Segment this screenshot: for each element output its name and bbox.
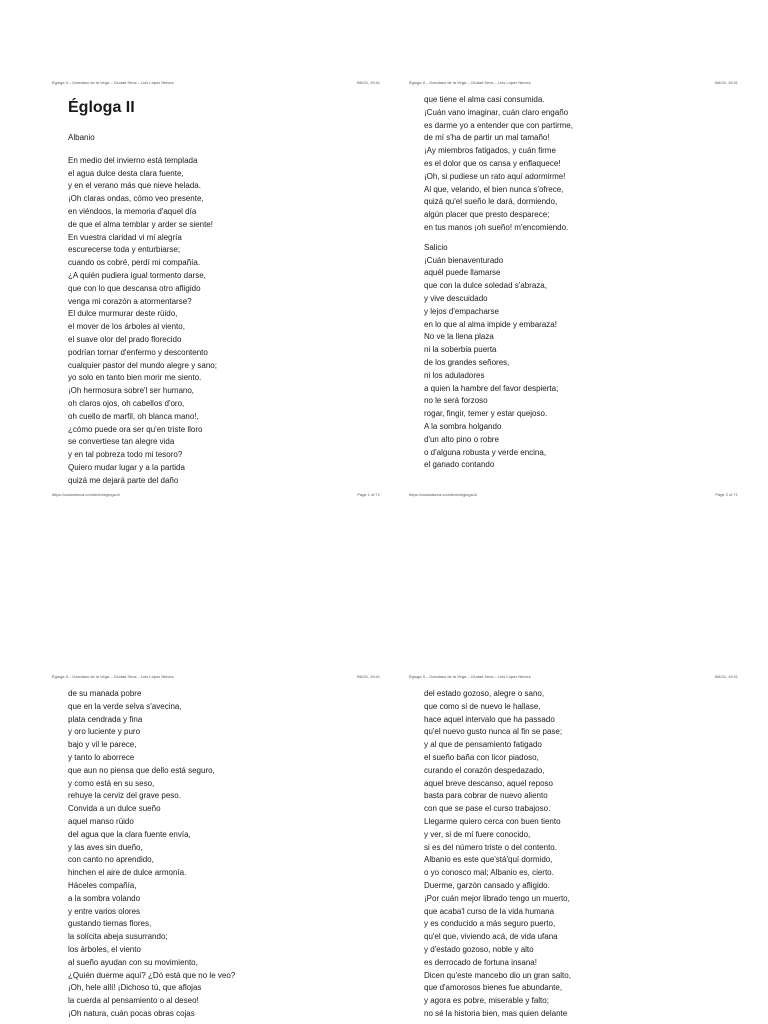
verse-line: que en la verde selva s'avecina,: [68, 701, 182, 711]
verse-line: yo solo en tanto bien morir me siento.: [68, 373, 202, 383]
verse-line: y las aves sin dueño,: [68, 842, 143, 852]
verse-line: y oro luciente y puro: [68, 727, 141, 737]
verse-line: ¡Oh hermosura sobre'l ser humano,: [68, 386, 195, 396]
page-footer-url[interactable]: https://ciudadseva.com/texto/egloga-ii/: [409, 492, 478, 497]
page-footer-url[interactable]: https://ciudadseva.com/texto/egloga-ii/: [52, 492, 121, 497]
verse-line: escurecerse toda y enturbiarse;: [68, 245, 181, 255]
verse-line: es el dolor que os cansa y enflaquece!: [424, 158, 561, 168]
verse-line: oh claros ojos, oh cabellos d'oro,: [68, 398, 185, 408]
verse-line: es derrocado de fortuna insana!: [424, 957, 537, 967]
verse-line: A la sombra holgando: [424, 421, 502, 431]
verse-line: y entre varios olores: [68, 906, 141, 916]
page-header-date: 5/6/24, 19:41: [714, 80, 738, 85]
verse-line: ¿A quién pudiera igual tormento darse,: [68, 270, 206, 280]
page-header-title: Égloga II – Garcilaso de la Vega – Ciudad Seva – Luis López Nieves: [409, 80, 531, 85]
verse-line: a quien la hambre del favor despierta;: [424, 383, 559, 393]
speaker-name: Salicio: [424, 242, 448, 252]
verse-line: de los grandes señores,: [424, 357, 510, 367]
verse-line: que con lo que descansa otro afligido: [68, 283, 201, 293]
verse-line: Al que, velando, el bien nunca s'ofrece,: [424, 184, 564, 194]
page-header-date: 5/6/24, 19:41: [356, 80, 380, 85]
verse-line: ¿cómo puede ora ser qu'en triste lloro: [68, 424, 203, 434]
page-header-date: 5/6/24, 19:41: [714, 674, 738, 679]
verse-line: y tanto lo aborrece: [68, 752, 135, 762]
speaker-name: Albanio: [68, 133, 95, 142]
verse-line: gustando tiernas flores,: [68, 919, 152, 929]
verse-line: En vuestra claridad vi mi alegría: [68, 232, 182, 242]
pdf-page-2: [384, 0, 768, 512]
page-header-title: Égloga II – Garcilaso de la Vega – Ciudad Seva – Luis López Nieves: [409, 674, 531, 679]
verse-line: y vive descuidado: [424, 293, 488, 303]
verse-line: ni los aduladores: [424, 370, 485, 380]
page-header-title: Égloga II – Garcilaso de la Vega – Ciudad Seva – Luis López Nieves: [52, 80, 174, 85]
verse-block: [424, 688, 760, 1021]
verse-line: el sueño baña con licor piadoso,: [424, 752, 539, 762]
verse-line: ¿Quién duerme aquí? ¿Dó está que no le veo?: [68, 970, 236, 980]
verse-block: [68, 688, 376, 1021]
verse-line: el mover de los árboles al viento,: [68, 322, 185, 332]
verse-line: Quiero mudar lugar y a la partida: [68, 462, 185, 472]
verse-line: aquel manso rüido: [68, 816, 134, 826]
verse-line: si es del número triste o del contento.: [424, 842, 557, 852]
verse-line: y al que de pensamiento fatigado: [424, 740, 542, 750]
verse-line: no le será forzoso: [424, 396, 488, 406]
verse-line: los árboles, el viento: [68, 944, 141, 954]
page-footer-number: Page 2 of 71: [715, 492, 738, 497]
verse-line: en viéndoos, la memoria d'aquel día: [68, 206, 197, 216]
verse-line: basta para cobrar de nuevo aliento: [424, 791, 548, 801]
page-content: [68, 688, 376, 1021]
verse-line: que con la dulce soledad s'abraza,: [424, 281, 547, 291]
verse-line: o yo conosco mal; Albanio es, cierto.: [424, 868, 554, 878]
verse-line: Convida a un dulce sueño: [68, 804, 161, 814]
verse-line: podrían tornar d'enfermo y descontento: [68, 347, 208, 357]
verse-line: se convertiese tan alegre vida: [68, 437, 175, 447]
verse-line: o d'alguna robusta y verde encina,: [424, 447, 547, 457]
verse-line: de que el alma temblar y arder se siente!: [68, 219, 213, 229]
verse-line: la cuerda al pensamiento o al deseo!: [68, 996, 199, 1006]
verse-line: ¡Oh, si pudiese un rato aquí adormirme!: [424, 171, 566, 181]
verse-line: rehuye la cerviz del grave peso.: [68, 791, 181, 801]
verse-line: cuando os cobré, perdí mi compañía.: [68, 258, 201, 268]
page-content: [424, 94, 760, 472]
verse-line: y en el verano más que nieve helada.: [68, 181, 201, 191]
page-header-title: Égloga II – Garcilaso de la Vega – Ciudad Seva – Luis López Nieves: [52, 674, 174, 679]
verse-block: [68, 155, 376, 488]
verse-line: algún placer que presto desparece;: [424, 210, 550, 220]
verse-line: cualquier pastor del mundo alegre y sano;: [68, 360, 217, 370]
verse-line: que como si de nuevo le hallase,: [424, 701, 541, 711]
page-header-date: 5/6/24, 19:41: [356, 674, 380, 679]
verse-line: con canto no aprendido,: [68, 855, 154, 865]
verse-line: oh cuello de marfil, oh blanca mano!,: [68, 411, 199, 421]
verse-line: en tus manos ¡oh sueño! m'encomiendo.: [424, 222, 569, 232]
verse-line: al sueño ayudan con su movimiento,: [68, 957, 198, 967]
pdf-page-3: [0, 590, 384, 1024]
verse-line: qu'el nuevo gusto nunca al fin se pase;: [424, 727, 563, 737]
verse-line: que d'amorosos bienes fue abundante,: [424, 983, 563, 993]
verse-line: ¡Cuán bienaventurado: [424, 255, 504, 265]
verse-line: Duerme, garzón cansado y afligido.: [424, 880, 550, 890]
verse-line: d'un alto pino o robre: [424, 434, 499, 444]
verse-line: ¡Oh, hele allí! ¡Dichoso tú, que aflojas: [68, 983, 202, 993]
verse-line: el agua dulce desta clara fuente,: [68, 168, 184, 178]
verse-line: de su manada pobre: [68, 689, 142, 698]
verse-line: ni la soberbia puerta: [424, 345, 497, 355]
verse-line: No ve la llena plaza: [424, 332, 494, 342]
verse-line: ¡Por cuán mejor librado tengo un muerto,: [424, 893, 570, 903]
verse-line: bajo y vil le parece,: [68, 740, 137, 750]
verse-line: ¡Oh claras ondas, cómo veo presente,: [68, 194, 204, 204]
verse-line: el suave olor del prado florecido: [68, 334, 182, 344]
verse-line: en lo que al alma impide y embaraza!: [424, 319, 557, 329]
page-content: [424, 688, 760, 1021]
verse-line: de mí s'ha de partir un mal tamaño!: [424, 133, 550, 143]
page-content: [68, 98, 376, 488]
verse-line: hace aquel intervalo que ha passado: [424, 714, 555, 724]
verse-line: del estado gozoso, alegre o sano,: [424, 689, 545, 698]
verse-block: [424, 255, 760, 473]
verse-line: venga mi corazón a atormentarse?: [68, 296, 192, 306]
verse-line: y lejos d'empacharse: [424, 306, 499, 316]
verse-block: [424, 94, 760, 235]
verse-line: es darme yo a entender que con partirme,: [424, 120, 573, 130]
verse-line: hinchen el aire de dulce armonía.: [68, 868, 187, 878]
pdf-page-4: [384, 590, 768, 1024]
verse-line: y agora es pobre, miserable y falto;: [424, 996, 549, 1006]
verse-line: y d'estado gozoso, noble y alto: [424, 944, 534, 954]
verse-line: que acaba'l curso de la vida humana: [424, 906, 555, 916]
verse-line: que tiene el alma casi consumida.: [424, 95, 545, 104]
verse-line: aquel breve descanso, aquel reposo: [424, 778, 553, 788]
verse-line: Albanio es este que'stá'quí dormido,: [424, 855, 553, 865]
verse-line: plata cendrada y fina: [68, 714, 143, 724]
verse-line: Llegarme quiero cerca con buen tiento: [424, 816, 561, 826]
page-footer-number: Page 1 of 71: [357, 492, 380, 497]
verse-line: quizá qu'el sueño le dará, dormiendo,: [424, 197, 558, 207]
verse-line: En medio del invierno está templada: [68, 155, 198, 165]
verse-line: a la sombra volando: [68, 893, 141, 903]
verse-line: no sé la historia bien, mas quien delante: [424, 1008, 568, 1018]
verse-line: con que se pase el curso trabajoso.: [424, 804, 551, 814]
verse-line: quizá me dejará parte del daño: [68, 475, 179, 485]
verse-line: curando el corazón despedazado,: [424, 765, 545, 775]
verse-line: Háceles compañía,: [68, 880, 137, 890]
verse-line: ¡Oh natura, cuán pocas obras cojas: [68, 1008, 195, 1018]
pdf-page-1: [0, 0, 384, 512]
verse-line: Dicen qu'este mancebo dio un gran salto,: [424, 970, 571, 980]
verse-line: El dulce murmurar deste rüido,: [68, 309, 178, 319]
verse-line: rogar, fingir, temer y estar quejoso.: [424, 409, 548, 419]
verse-line: del agua que la clara fuente envía,: [68, 829, 191, 839]
verse-line: aquél puede llamarse: [424, 268, 501, 278]
verse-line: ¡Ay miembros fatigados, y cuán firme: [424, 146, 556, 156]
verse-line: la solícita abeja susurrando;: [68, 932, 168, 942]
verse-line: el ganado contando: [424, 460, 495, 470]
verse-line: qu'el que, viviendo acá, de vida ufana: [424, 932, 558, 942]
verse-line: y como está en su seso,: [68, 778, 155, 788]
poem-title: Égloga II: [68, 99, 135, 116]
verse-line: y ver, si de mí fuere conocido,: [424, 829, 531, 839]
verse-line: ¡Cuán vano imaginar, cuán claro engaño: [424, 107, 569, 117]
verse-line: que aun no piensa que dello está seguro,: [68, 765, 215, 775]
verse-line: y es conducido a más seguro puerto,: [424, 919, 556, 929]
verse-line: y en tal pobreza todo mi tesoro?: [68, 450, 183, 460]
